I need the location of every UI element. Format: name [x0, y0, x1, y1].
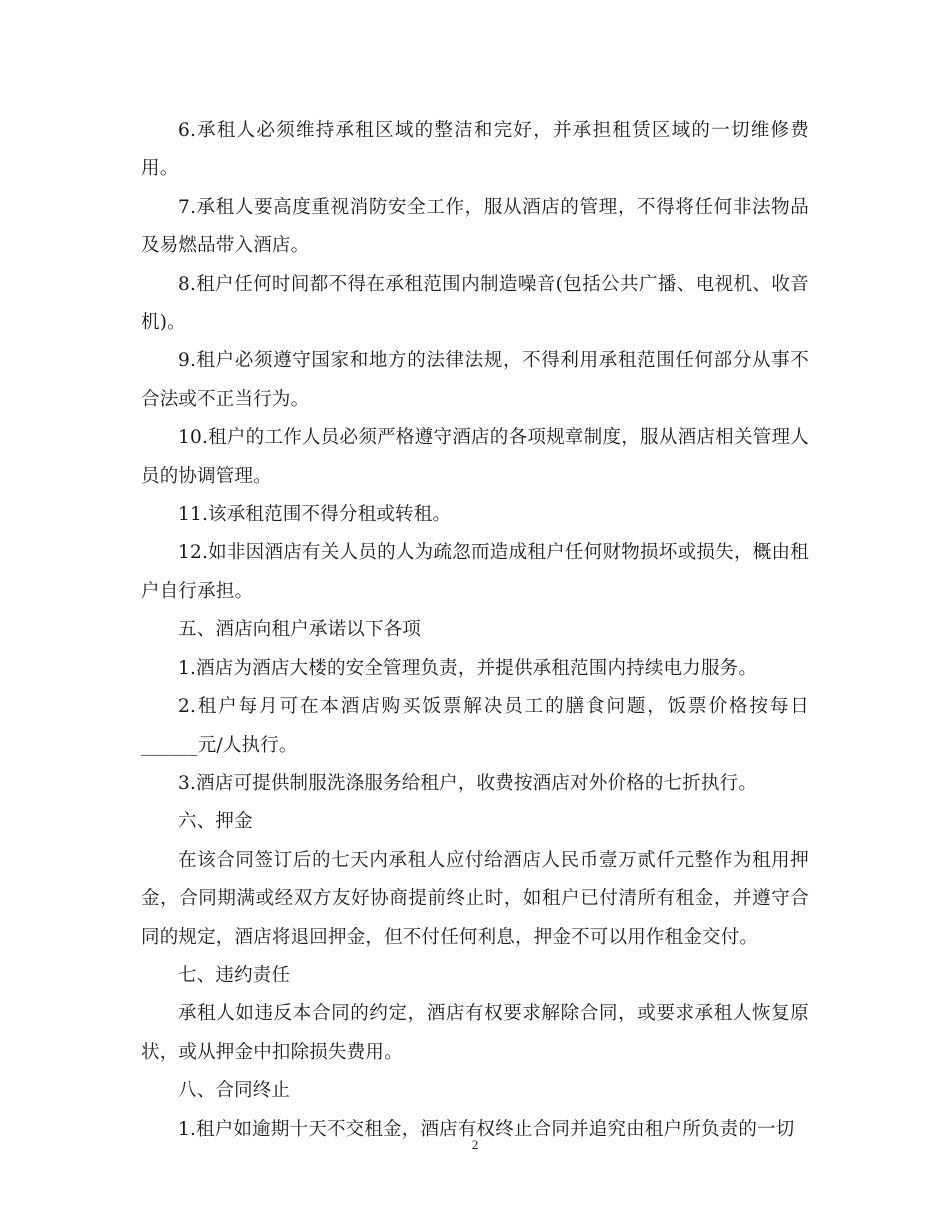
page-number: 2: [471, 1137, 479, 1152]
clause-6: 6.承租人必须维持承租区域的整洁和完好，并承担租赁区域的一切维修费用。: [141, 120, 809, 180]
clause-10: 10.租户的工作人员必须严格遵守酒店的各项规章制度，服从酒店相关管理人员的协调管理。: [141, 427, 809, 487]
section-heading-7: 七、违约责任: [178, 964, 291, 986]
breach-paragraph: 承租人如违反本合同的约定，酒店有权要求解除合同，或要求承租人恢复原状，或从押金中扣除损失费用。: [141, 1003, 809, 1063]
clause-7: 7.承租人要高度重视消防安全工作，服从酒店的管理，不得将任何非法物品及易燃品带入酒店。: [141, 196, 809, 257]
clause-11: 11.该承租范围不得分租或转租。: [178, 504, 452, 526]
section-heading-6: 六、押金: [178, 811, 253, 833]
section-5-item-1: 1.酒店为酒店大楼的安全管理负责，并提供承租范围内持续电力服务。: [178, 657, 758, 679]
section-5-item-2: 2.租户每月可在本酒店购买饭票解决员工的膳食问题，饭票价格按每日______元/人执行。: [141, 696, 809, 756]
clause-12: 12.如非因酒店有关人员的人为疏忽而造成租户任何财物损坏或损失，概由租户自行承担。: [141, 542, 809, 602]
section-heading-5: 五、酒店向租户承诺以下各项: [178, 619, 422, 641]
section-5-item-3: 3.酒店可提供制服洗涤服务给租户，收费按酒店对外价格的七折执行。: [178, 772, 758, 794]
document-body: [141, 112, 809, 1149]
section-8-item-1: 1.租户如逾期十天不交租金，酒店有权终止合同并追究由租户所负责的一切: [178, 1118, 795, 1140]
section-heading-8: 八、合同终止: [178, 1080, 291, 1102]
clause-8: 8.租户任何时间都不得在承租范围内制造噪音(包括公共广播、电视机、收音机)。: [141, 273, 809, 334]
clause-9: 9.租户必须遵守国家和地方的法律法规，不得利用承租范围任何部分从事不合法或不正当行为。: [141, 350, 809, 410]
deposit-paragraph: 在该合同签订后的七天内承租人应付给酒店人民币壹万贰仟元整作为租用押金，合同期满或经双方友好协商提前终止时，如租户已付清所有租金，并遵守合同的规定，酒店将退回押金，但不付任何利息，押金不可以用作租金交付。: [141, 849, 809, 948]
